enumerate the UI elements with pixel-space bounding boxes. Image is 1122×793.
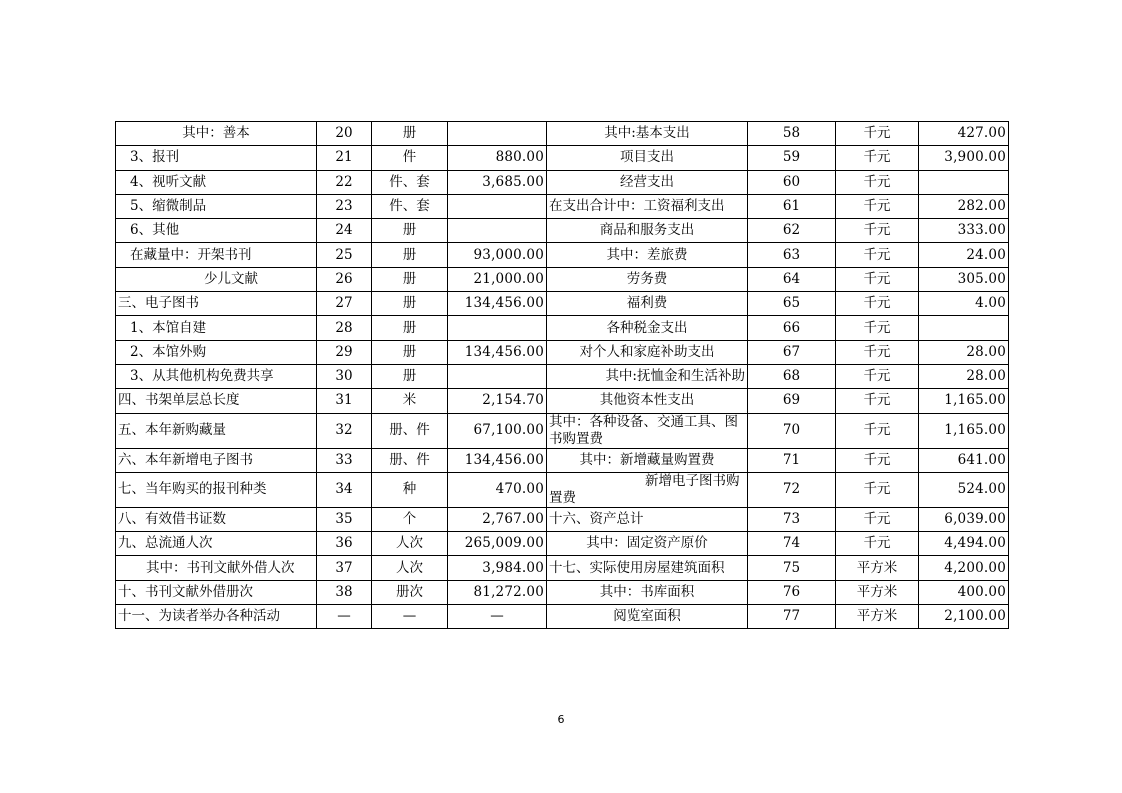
item-label: 4、视听文献 — [116, 170, 317, 194]
code-cell: 65 — [748, 292, 836, 316]
item-label: 十一、为读者举办各种活动 — [116, 605, 317, 629]
value-cell — [448, 122, 547, 146]
unit-cell: 千元 — [836, 389, 919, 413]
code-cell: 23 — [317, 194, 372, 218]
value-cell: 134,456.00 — [448, 292, 547, 316]
code-cell: 31 — [317, 389, 372, 413]
code-cell: 26 — [317, 267, 372, 291]
table-row — [116, 472, 1009, 507]
code-cell: 73 — [748, 507, 836, 531]
code-cell: 67 — [748, 340, 836, 364]
item-label: 经营支出 — [547, 170, 748, 194]
code-cell: 74 — [748, 532, 836, 556]
item-label: 八、有效借书证数 — [116, 507, 317, 531]
item-label: 新增电子图书购置费 — [547, 472, 748, 507]
item-label: 少儿文献 — [116, 267, 317, 291]
table-row — [116, 316, 1009, 340]
value-cell: 470.00 — [448, 472, 547, 507]
value-cell: — — [448, 605, 547, 629]
code-cell: 20 — [317, 122, 372, 146]
table-row — [116, 507, 1009, 531]
unit-cell: 米 — [372, 389, 448, 413]
code-cell: 64 — [748, 267, 836, 291]
item-label: 3、从其他机构免费共享 — [116, 364, 317, 388]
unit-cell: 册 — [372, 267, 448, 291]
item-label: 七、当年购买的报刊种类 — [116, 472, 317, 507]
item-label: 其他资本性支出 — [547, 389, 748, 413]
item-label: 十六、资产总计 — [547, 507, 748, 531]
item-label: 3、报刊 — [116, 146, 317, 170]
code-cell: 21 — [317, 146, 372, 170]
item-label: 其中：善本 — [116, 122, 317, 146]
value-cell — [448, 219, 547, 243]
item-label: 劳务费 — [547, 267, 748, 291]
unit-cell: 平方米 — [836, 605, 919, 629]
item-label: 2、本馆外购 — [116, 340, 317, 364]
table-row — [116, 170, 1009, 194]
code-cell: 24 — [317, 219, 372, 243]
code-cell: 61 — [748, 194, 836, 218]
code-cell: 59 — [748, 146, 836, 170]
item-label: 其中：书刊文献外借人次 — [116, 556, 317, 580]
code-cell: 75 — [748, 556, 836, 580]
value-cell: 6,039.00 — [919, 507, 1009, 531]
unit-cell: 千元 — [836, 122, 919, 146]
item-label: 项目支出 — [547, 146, 748, 170]
value-cell: 3,685.00 — [448, 170, 547, 194]
code-cell: 35 — [317, 507, 372, 531]
item-label: 四、书架单层总长度 — [116, 389, 317, 413]
table-row — [116, 389, 1009, 413]
unit-cell: 千元 — [836, 507, 919, 531]
code-cell: 70 — [748, 413, 836, 448]
item-label: 其中：新增藏量购置费 — [547, 448, 748, 472]
unit-cell: 人次 — [372, 532, 448, 556]
unit-cell: 件、套 — [372, 194, 448, 218]
value-cell: 400.00 — [919, 580, 1009, 604]
value-cell: 81,272.00 — [448, 580, 547, 604]
unit-cell: 千元 — [836, 316, 919, 340]
unit-cell: 千元 — [836, 448, 919, 472]
item-label: 其中：差旅费 — [547, 243, 748, 267]
item-label: 其中：各种设备、交通工具、图书购置费 — [547, 413, 748, 448]
value-cell: 21,000.00 — [448, 267, 547, 291]
table-row — [116, 194, 1009, 218]
value-cell: 1,165.00 — [919, 413, 1009, 448]
table-row — [116, 605, 1009, 629]
unit-cell: 件、套 — [372, 170, 448, 194]
item-label: 其中:基本支出 — [547, 122, 748, 146]
item-label: 十七、实际使用房屋建筑面积 — [547, 556, 748, 580]
item-label: 其中：固定资产原价 — [547, 532, 748, 556]
value-cell: 1,165.00 — [919, 389, 1009, 413]
unit-cell: 册次 — [372, 580, 448, 604]
unit-cell: 册 — [372, 243, 448, 267]
table-row — [116, 243, 1009, 267]
item-label: 福利费 — [547, 292, 748, 316]
value-cell: 305.00 — [919, 267, 1009, 291]
code-cell: 27 — [317, 292, 372, 316]
code-cell: 71 — [748, 448, 836, 472]
value-cell: 282.00 — [919, 194, 1009, 218]
value-cell: 134,456.00 — [448, 448, 547, 472]
unit-cell: 千元 — [836, 472, 919, 507]
value-cell — [919, 170, 1009, 194]
unit-cell: 千元 — [836, 532, 919, 556]
unit-cell: 千元 — [836, 292, 919, 316]
item-label: 在藏量中：开架书刊 — [116, 243, 317, 267]
table-row — [116, 122, 1009, 146]
item-label: 商品和服务支出 — [547, 219, 748, 243]
table-row — [116, 532, 1009, 556]
value-cell: 28.00 — [919, 340, 1009, 364]
unit-cell: 千元 — [836, 413, 919, 448]
unit-cell: 册、件 — [372, 413, 448, 448]
value-cell: 4,200.00 — [919, 556, 1009, 580]
value-cell — [919, 316, 1009, 340]
code-cell: 30 — [317, 364, 372, 388]
item-label: 阅览室面积 — [547, 605, 748, 629]
item-label: 6、其他 — [116, 219, 317, 243]
unit-cell: 千元 — [836, 170, 919, 194]
value-cell — [448, 194, 547, 218]
unit-cell: 册 — [372, 316, 448, 340]
value-cell: 67,100.00 — [448, 413, 547, 448]
value-cell: 93,000.00 — [448, 243, 547, 267]
value-cell: 3,984.00 — [448, 556, 547, 580]
value-cell: 24.00 — [919, 243, 1009, 267]
value-cell — [448, 364, 547, 388]
table-row — [116, 340, 1009, 364]
value-cell: 2,100.00 — [919, 605, 1009, 629]
item-label: 六、本年新增电子图书 — [116, 448, 317, 472]
value-cell: 265,009.00 — [448, 532, 547, 556]
item-label: 5、缩微制品 — [116, 194, 317, 218]
item-label: 其中：书库面积 — [547, 580, 748, 604]
table-row — [116, 413, 1009, 448]
value-cell: 2,154.70 — [448, 389, 547, 413]
unit-cell: 千元 — [836, 219, 919, 243]
unit-cell: 册、件 — [372, 448, 448, 472]
table-row — [116, 219, 1009, 243]
table-row — [116, 267, 1009, 291]
value-cell: 880.00 — [448, 146, 547, 170]
unit-cell: 平方米 — [836, 580, 919, 604]
unit-cell: 册 — [372, 292, 448, 316]
code-cell: 66 — [748, 316, 836, 340]
value-cell — [448, 316, 547, 340]
item-label: 其中:抚恤金和生活补助 — [547, 364, 748, 388]
table-row — [116, 580, 1009, 604]
code-cell: 62 — [748, 219, 836, 243]
value-cell: 427.00 — [919, 122, 1009, 146]
value-cell: 28.00 — [919, 364, 1009, 388]
code-cell: 25 — [317, 243, 372, 267]
code-cell: 76 — [748, 580, 836, 604]
code-cell: 22 — [317, 170, 372, 194]
statistics-table — [115, 121, 1009, 629]
item-label: 对个人和家庭补助支出 — [547, 340, 748, 364]
value-cell: 524.00 — [919, 472, 1009, 507]
code-cell: 68 — [748, 364, 836, 388]
unit-cell: 千元 — [836, 340, 919, 364]
unit-cell: — — [372, 605, 448, 629]
unit-cell: 千元 — [836, 364, 919, 388]
value-cell: 4.00 — [919, 292, 1009, 316]
value-cell: 2,767.00 — [448, 507, 547, 531]
code-cell: 34 — [317, 472, 372, 507]
unit-cell: 人次 — [372, 556, 448, 580]
code-cell: 32 — [317, 413, 372, 448]
unit-cell: 千元 — [836, 267, 919, 291]
item-label: 各种税金支出 — [547, 316, 748, 340]
unit-cell: 千元 — [836, 146, 919, 170]
code-cell: 77 — [748, 605, 836, 629]
item-label: 十、书刊文献外借册次 — [116, 580, 317, 604]
table-row — [116, 146, 1009, 170]
item-label: 在支出合计中：工资福利支出 — [547, 194, 748, 218]
code-cell: — — [317, 605, 372, 629]
value-cell: 134,456.00 — [448, 340, 547, 364]
unit-cell: 种 — [372, 472, 448, 507]
item-label: 五、本年新购藏量 — [116, 413, 317, 448]
code-cell: 60 — [748, 170, 836, 194]
item-label: 三、电子图书 — [116, 292, 317, 316]
code-cell: 63 — [748, 243, 836, 267]
unit-cell: 千元 — [836, 194, 919, 218]
code-cell: 36 — [317, 532, 372, 556]
table-row — [116, 364, 1009, 388]
unit-cell: 册 — [372, 219, 448, 243]
unit-cell: 册 — [372, 364, 448, 388]
code-cell: 72 — [748, 472, 836, 507]
item-label: 九、总流通人次 — [116, 532, 317, 556]
value-cell: 333.00 — [919, 219, 1009, 243]
unit-cell: 个 — [372, 507, 448, 531]
value-cell: 4,494.00 — [919, 532, 1009, 556]
code-cell: 38 — [317, 580, 372, 604]
table-row — [116, 556, 1009, 580]
code-cell: 29 — [317, 340, 372, 364]
code-cell: 37 — [317, 556, 372, 580]
unit-cell: 册 — [372, 122, 448, 146]
code-cell: 69 — [748, 389, 836, 413]
code-cell: 58 — [748, 122, 836, 146]
table-row — [116, 448, 1009, 472]
unit-cell: 平方米 — [836, 556, 919, 580]
code-cell: 28 — [317, 316, 372, 340]
item-label: 1、本馆自建 — [116, 316, 317, 340]
table-row — [116, 292, 1009, 316]
code-cell: 33 — [317, 448, 372, 472]
page-number: 6 — [557, 713, 565, 726]
unit-cell: 件 — [372, 146, 448, 170]
unit-cell: 册 — [372, 340, 448, 364]
value-cell: 3,900.00 — [919, 146, 1009, 170]
value-cell: 641.00 — [919, 448, 1009, 472]
unit-cell: 千元 — [836, 243, 919, 267]
